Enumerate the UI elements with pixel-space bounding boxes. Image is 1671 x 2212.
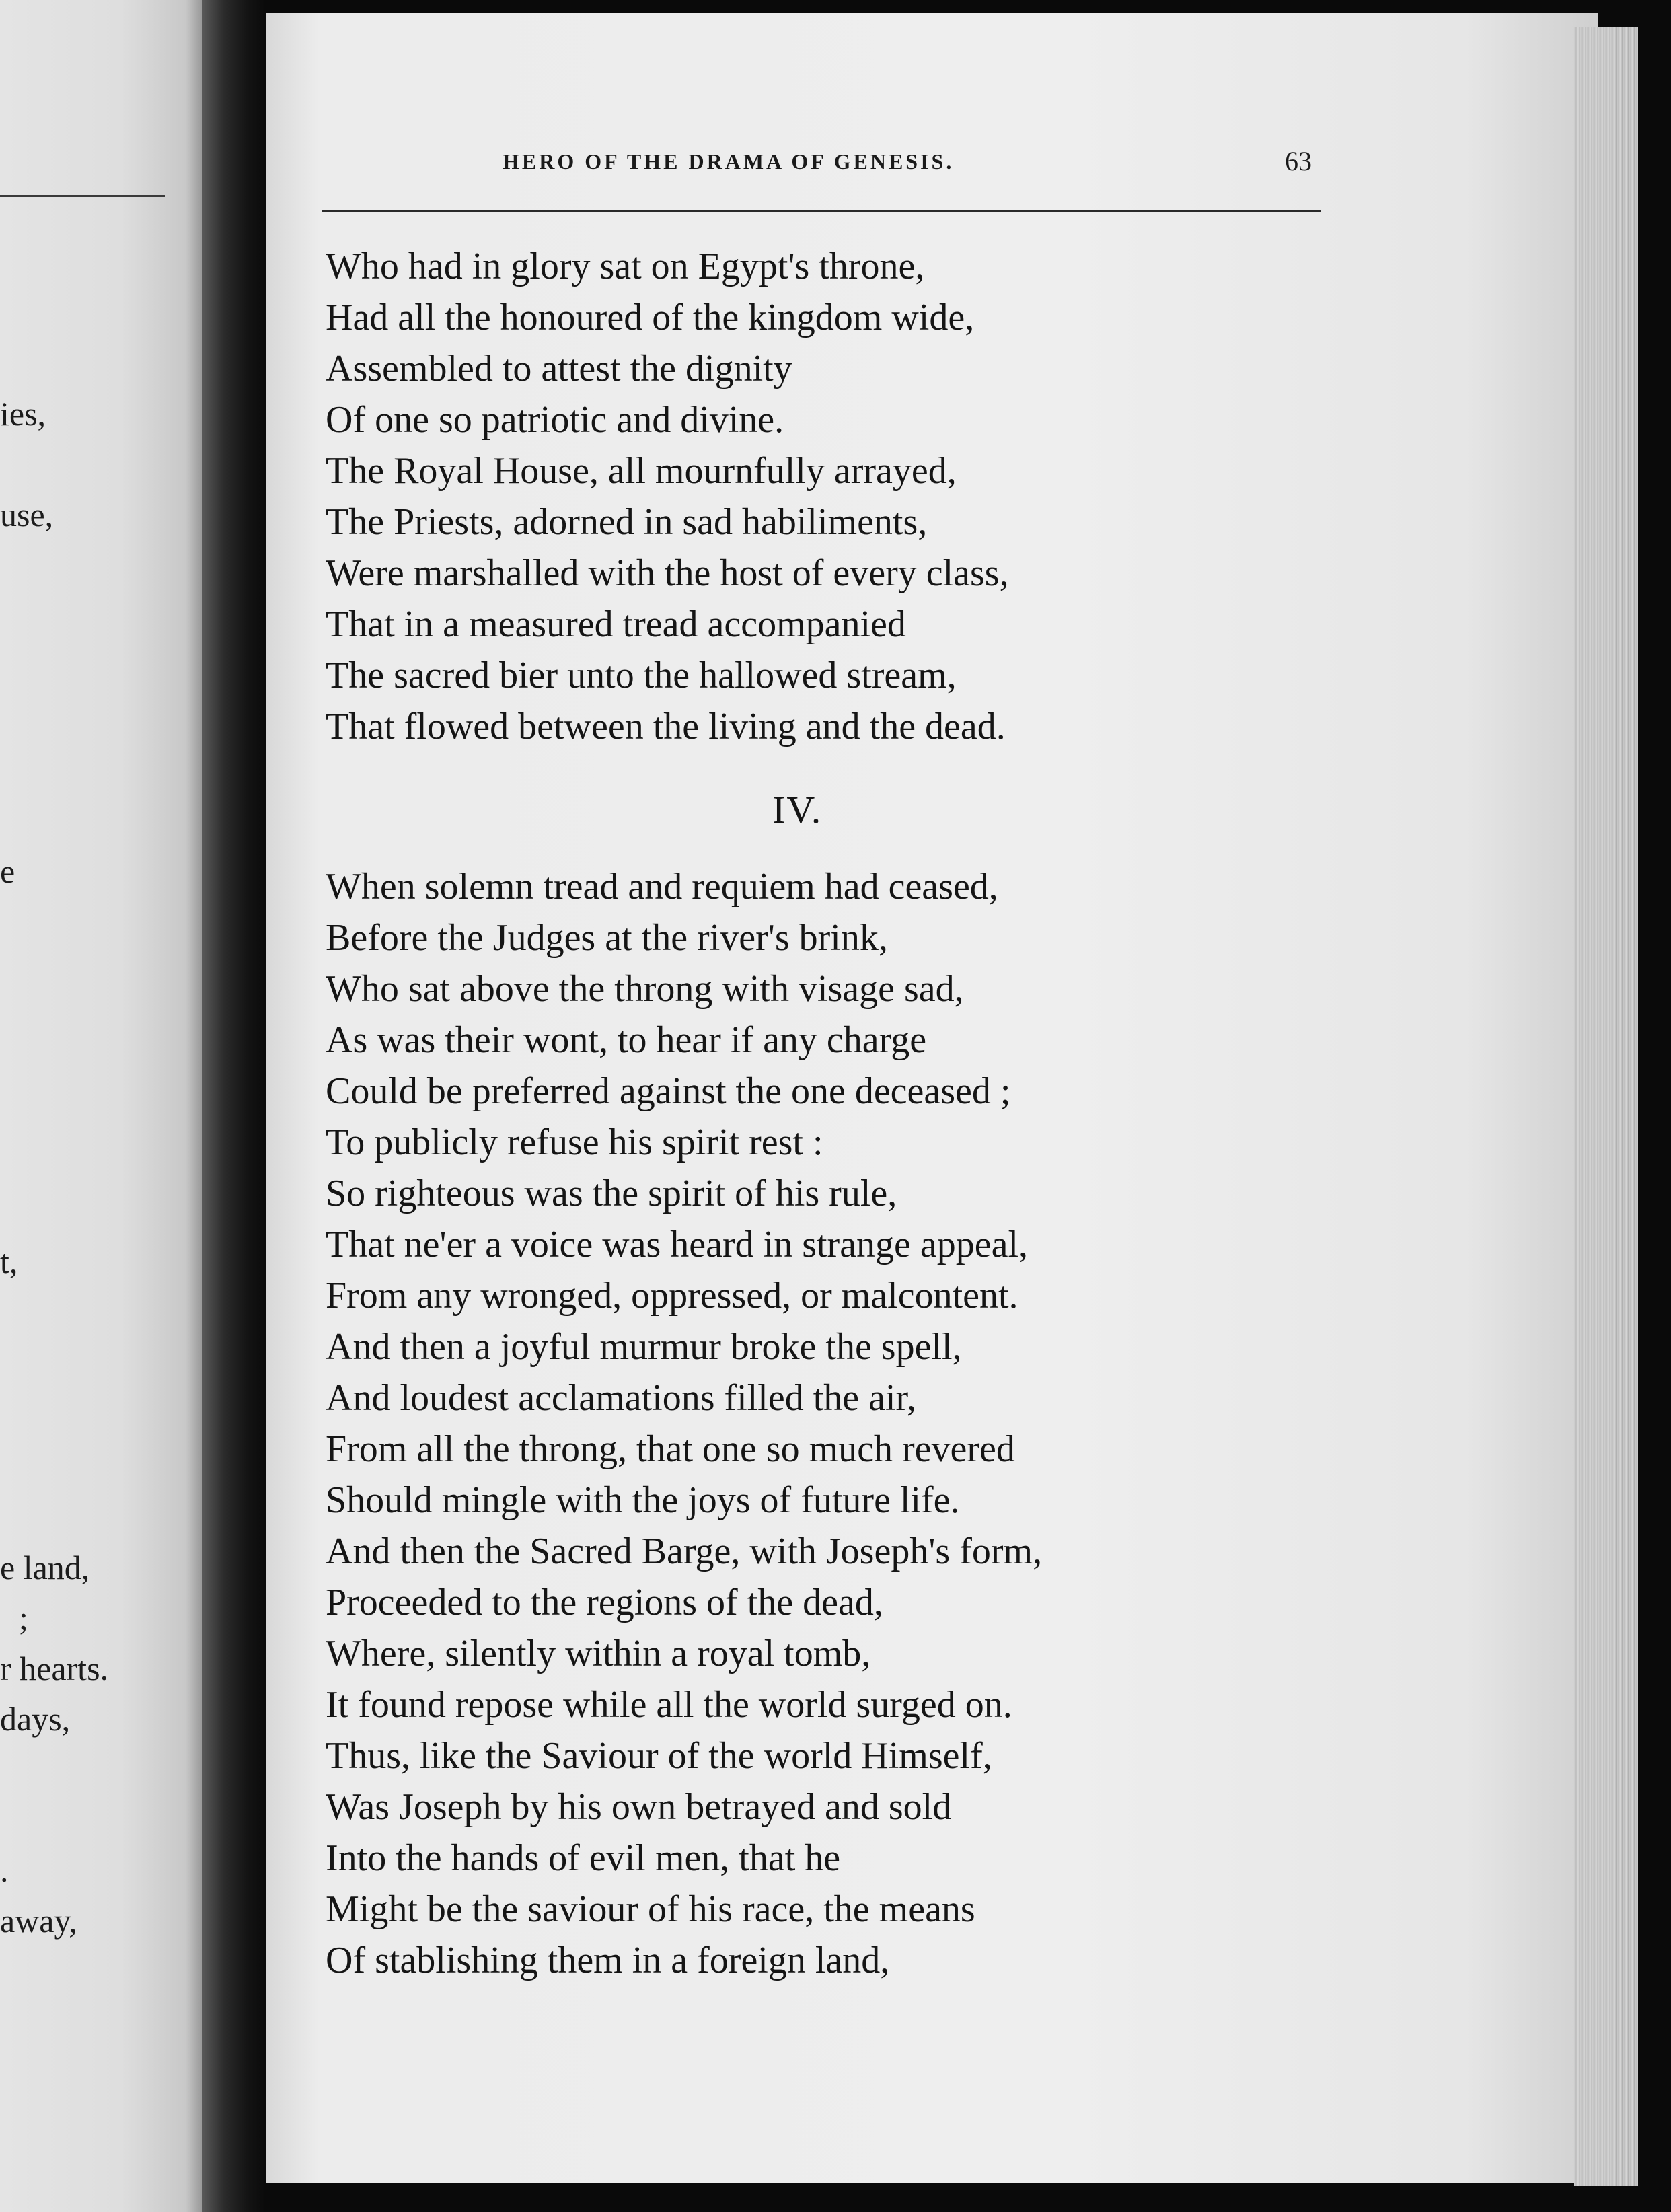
stanza-two [326,861,1042,1986]
verse-line: From all the throng, that one so much revered [326,1428,1015,1470]
verse-line: From any wronged, oppressed, or malcontent. [326,1275,1018,1317]
verse-line: Might be the saviour of his race, the means [326,1888,975,1930]
stanza-one [326,241,1009,752]
verse-line: Was Joseph by his own betrayed and sold [326,1786,952,1828]
verse-line: That in a measured tread accompanied [326,603,906,645]
verse-line: It found repose while all the world surged on. [326,1684,1012,1726]
book-gutter [202,0,266,2212]
verse-line: Before the Judges at the river's brink, [326,917,888,959]
verse-line: Who had in glory sat on Egypt's throne, [326,246,925,287]
verse-line: Had all the honoured of the kingdom wide, [326,297,975,338]
verse-line: And then the Sacred Barge, with Joseph's form, [326,1531,1043,1572]
facing-page-fragment: away, [0,1902,77,1940]
verse-line: Of one so patriotic and divine. [326,399,784,441]
verse-line: That flowed between the living and the dead. [326,706,1006,747]
page-number: 63 [1285,146,1312,176]
section-numeral: IV. [772,788,823,832]
verse-line: Should mingle with the joys of future life. [326,1479,960,1521]
facing-page-fragment: ; [19,1599,28,1637]
header-rule [322,210,1321,212]
verse-line: To publicly refuse his spirit rest : [326,1121,823,1163]
verse-line: That ne'er a voice was heard in strange appeal, [326,1224,1029,1265]
page-edges [1574,27,1638,2186]
facing-page-fragment: t, [0,1243,18,1280]
verse-line: Proceeded to the regions of the dead, [326,1582,883,1623]
facing-page-fragment: r hearts. [0,1650,109,1687]
verse-line: Of stablishing them in a foreign land, [326,1940,890,1981]
verse-line: And loudest acclamations filled the air, [326,1377,916,1419]
verse-line: Thus, like the Saviour of the world Himself, [326,1735,992,1777]
verse-line: The Priests, adorned in sad habiliments, [326,501,928,543]
verse-line: The Royal House, all mournfully arrayed, [326,450,957,492]
facing-page-fragment: e land, [0,1549,90,1586]
verse-line: Who sat above the throng with visage sad, [326,968,964,1010]
facing-page-fragment: . [0,1851,9,1889]
verse-line: The sacred bier unto the hallowed stream, [326,655,957,696]
facing-page-fragment: e [0,852,15,890]
verse-line: Assembled to attest the dignity [326,348,792,390]
verse-line: When solemn tread and requiem had ceased, [326,866,998,908]
facing-page-fragment: ies, [0,395,46,433]
verse-line: Were marshalled with the host of every class, [326,552,1009,594]
facing-page-rule [0,195,165,197]
verse-line: So righteous was the spirit of his rule, [326,1173,897,1214]
verse-line: Into the hands of evil men, that he [326,1837,841,1879]
facing-page-fragment: use, [0,496,54,533]
verse-line: Could be preferred against the one deceased ; [326,1070,1011,1112]
verse-line: As was their wont, to hear if any charge [326,1019,927,1061]
facing-page-fragment: days, [0,1700,71,1738]
running-head: HERO OF THE DRAMA OF GENESIS. [503,149,955,174]
verse-line: Where, silently within a royal tomb, [326,1633,871,1674]
facing-page-left [0,0,202,2212]
verse-line: And then a joyful murmur broke the spell, [326,1326,962,1368]
